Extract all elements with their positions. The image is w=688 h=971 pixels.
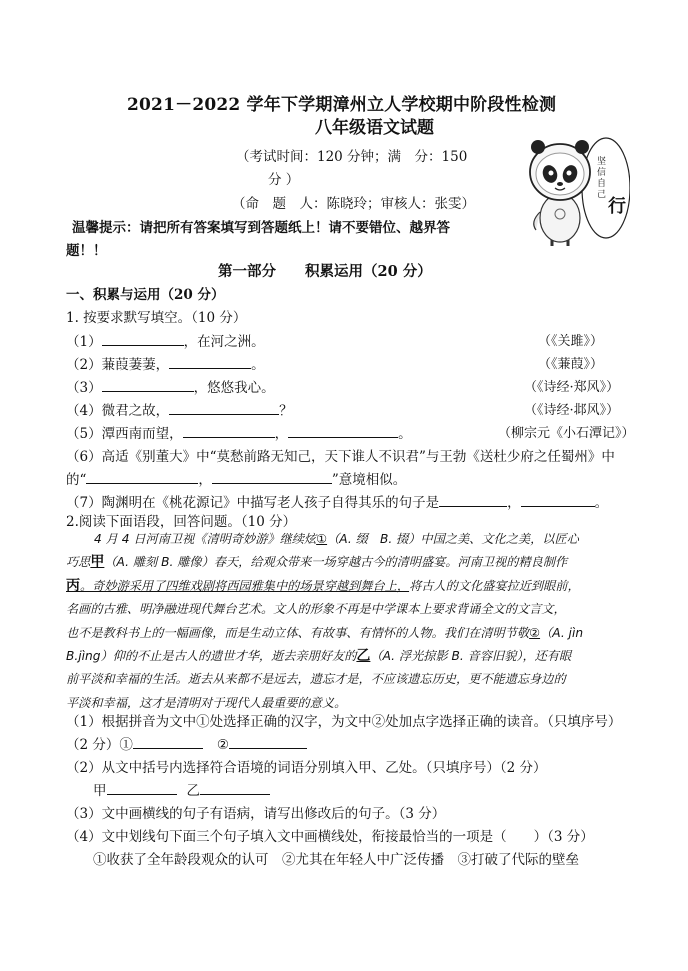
exam-info-line1: （考试时间：120 分钟；满 分：150 [236,149,468,165]
answer-blank[interactable] [229,736,307,749]
svg-text:己: 己 [597,190,607,200]
q2-sub2-line2: 甲 乙 [93,779,270,799]
svg-text:信: 信 [597,168,607,178]
mascot-ear-left [531,140,545,154]
mascot-arm [534,212,540,230]
q1-item5: （5）潭西南而望， ， 。 [66,426,412,442]
q1-item2: （2）蒹葭萋萋， 。 [66,357,265,373]
q2-sub4: （4）文中划线句下面三个句子填入文中画横线处，衔接最恰当的一项是（ ）（3 分） [66,829,594,845]
underlined-sentence: 。奇妙游采用了四维戏剧将西园雅集中的场景穿越到舞台上， [80,578,410,593]
q2-sub2-line1: （2）从文中括号内选择符合语境的词语分别填入甲、乙处。（只填序号）（2 分） [66,760,547,776]
exam-authors: （命 题 人：陈晓玲；审核人：张雯） [232,196,475,212]
answer-blank[interactable] [212,471,332,484]
blank-bing: 丙 [66,577,80,594]
mascot-illustration [524,130,630,248]
part1-heading: 第一部分 积累运用（20 分） [218,263,432,280]
mascot-body [540,194,580,242]
q1-item3: （3） ，悠悠我心。 [66,380,275,396]
q1-stem: 1. 按要求默写填空。（10 分） [66,310,247,326]
answer-blank[interactable] [86,471,198,484]
q1-item4: （4）微君之故， ？ [66,403,293,419]
q2-passage: 4 月 4 日河南卫视《清明奇妙游》继续炫①（A. 缀 B. 掇）中国之美、文化之美，以匠心 巧思甲（A. 雕刻 B. 雕像）春天，给观众带来一场穿越古今的清明盛宴。河南卫视的精良制作 丙。奇妙游采用了四维戏剧将西园雅集中的场景穿越到舞台上，将古人的文化盛宴拉近到眼前， 名画的古雅、明净融进现代舞台艺术。文人的形象不再是中学课本上要求背诵全文的文言文， 也不是教科书上的一幅画像，而是生动立体、有故事、有情怀的人物。我们在清明节敬②（A. jìn B.jìng）仰的不止是古人的遗世才华，逝去亲朋好友的乙（A. 浮光掠影 B. 音容旧貌），还有眼 前平淡和幸福的生活。逝去从来都不是远去，遗忘才是，不应该遗忘历史，更不能遗忘身边的 平淡和幸福，这才是清明对于现代人最重要的意义。 [66,532,584,710]
q2-sub1-line1: （1）根据拼音为文中①处选择正确的汉字，为文中②处加点字选择正确的读音。（只填序号） [66,714,622,730]
q1-item4-source: （《诗经·邶风》） [524,403,620,418]
answer-blank[interactable] [200,782,270,795]
q1-item6-line2: 的“ ， ”意境相似。 [66,472,407,488]
section1-heading: 一、积累与运用（20 分） [66,287,225,303]
q1-item5-source: （柳宗元《小石潭记》） [498,426,635,441]
mascot-ear-right [575,140,589,154]
q1-item1: （1） ，在河之洲。 [66,334,265,350]
q1-item1-source: （《关雎》） [538,334,604,349]
answer-blank[interactable] [133,736,203,749]
blank-yi: 乙 [356,648,371,665]
q2-sub4-options: ①收获了全年龄段观众的认可 ②尤其在年轻人中广泛传播 ③打破了代际的壁垒 [93,852,579,868]
answer-blank[interactable] [102,379,194,392]
q1-item7: （7）陶渊明在《桃花源记》中描写老人孩子自得其乐的句子是 ， 。 [66,495,609,511]
mascot-nose [557,182,563,186]
answer-blank[interactable] [183,425,275,438]
exam-title: 2021－2022 学年下学期漳州立人学校期中阶段性检测 [127,95,557,115]
q2-sub3: （3）文中画横线的句子有语病，请写出修改后的句子。（3 分） [66,806,446,822]
answer-blank[interactable] [521,494,595,507]
answer-blank[interactable] [107,782,177,795]
blank-jia: 甲 [90,554,105,571]
q1-item6-line1: （6）高适《别董大》中“莫愁前路无知己，天下谁人不识君”与王勃《送杜少府之任蜀州》中 [66,449,615,465]
exam-info-line2: 分 ） [268,172,300,188]
answer-blank[interactable] [169,356,251,369]
q1-item2-source: （《蒹葭》） [538,357,604,372]
q2-stem: 2.阅读下面语段，回答问题。（10 分） [66,514,297,530]
q1-item3-source: （《诗经·郑风》） [524,380,620,395]
svg-text:自: 自 [597,179,607,189]
reminder-line1: 温馨提示：请把所有答案填写到答题纸上！请不要错位、越界答 [72,220,450,236]
reminder-line2: 题！！ [66,243,107,259]
answer-blank[interactable] [439,494,507,507]
answer-blank[interactable] [102,333,184,346]
answer-blank[interactable] [169,402,279,415]
q2-sub1-line2: （2 分）① ② [66,733,307,753]
exam-subtitle: 八年级语文试题 [315,118,434,138]
mascot-banner-text-large: 行 [608,196,626,217]
answer-blank[interactable] [288,425,398,438]
mascot-banner-text-small: 坚 [597,157,607,167]
